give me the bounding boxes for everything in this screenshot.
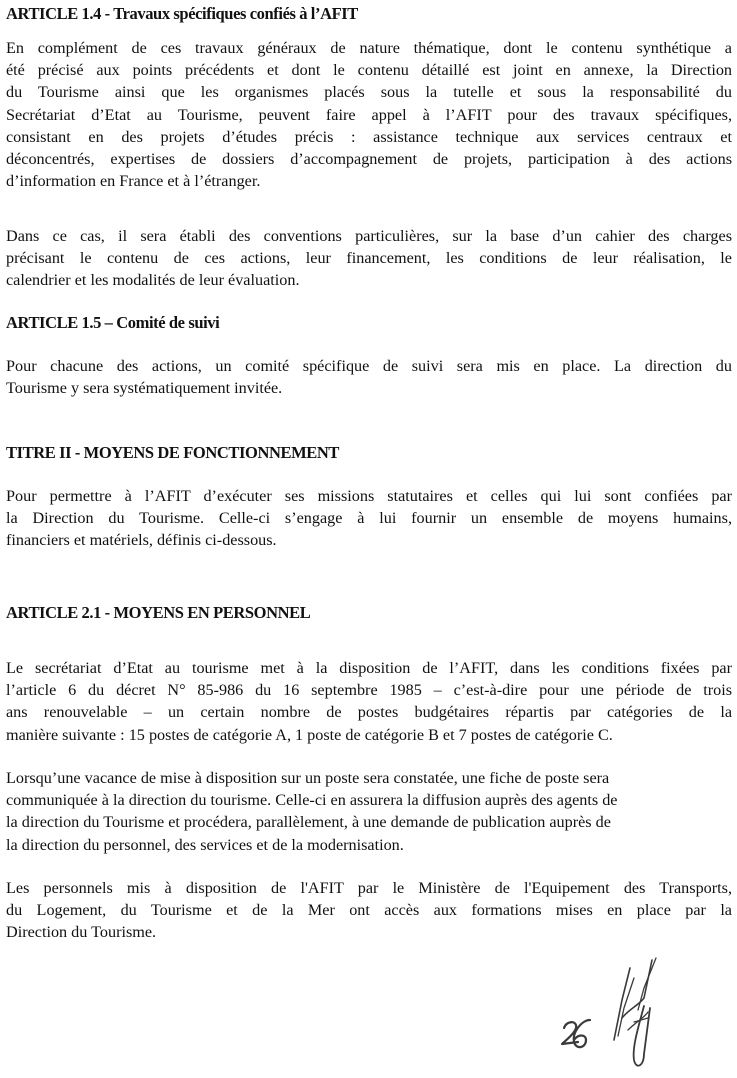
text-line: Tourisme y sera systématiquement invitée. xyxy=(6,379,283,398)
text-line: la direction du personnel, des services et de la modernisation. xyxy=(6,835,404,854)
text-line: Secrétariat d’Etat au Tourisme, peuvent faire appel à l’AFIT pour des travaux spécifiques, xyxy=(6,105,732,124)
text-line: la Direction du Tourisme. Celle-ci s’engage à lui fournir un ensemble de moyens humains, xyxy=(6,509,732,528)
article-2-1-paragraph-3 xyxy=(6,877,732,944)
text-line: financiers et matériels, définis ci-dessous. xyxy=(6,531,277,550)
titre-2-paragraph xyxy=(6,485,732,552)
article-2-1-heading: ARTICLE 2.1 - MOYENS EN PERSONNEL xyxy=(6,603,311,622)
article-1-4-paragraph-2 xyxy=(6,225,732,292)
article-1-4-paragraph-1 xyxy=(6,37,732,192)
text-line: du Tourisme ainsi que les organismes placés sous la tutelle et sous la responsabilité du xyxy=(6,83,732,102)
text-line: Lorsqu’une vacance de mise à disposition sur un poste sera constatée, une fiche de poste sera xyxy=(6,769,610,787)
handwritten-signature-icon xyxy=(552,948,692,1073)
text-line: déconcentrés, expertises de dossiers d’accompagnement de projets, participation à des actions xyxy=(6,149,732,168)
text-line: l’article 6 du décret N° 85-986 du 16 septembre 1985 – c’est-à-dire pour une période de trois xyxy=(6,681,732,700)
text-line: communiquée à la direction du tourisme. Celle-ci en assurera la diffusion auprès des agents de xyxy=(6,791,618,810)
text-line: En complément de ces travaux généraux de nature thématique, dont le contenu synthétique a xyxy=(6,39,732,57)
text-line: été précisé aux points précédents et dont le contenu détaillé est joint en annexe, la Direction xyxy=(6,61,732,80)
text-line: précisant le contenu de ces actions, leur financement, les conditions de leur réalisation, le xyxy=(6,249,732,268)
article-2-1-paragraph-2 xyxy=(6,767,696,856)
article-2-1-paragraph-1 xyxy=(6,657,732,746)
text-line: consistant en des projets d’études précis : assistance technique aux services centraux et xyxy=(6,127,732,146)
text-line: Pour chacune des actions, un comité spécifique de suivi sera mis en place. La direction du xyxy=(6,357,732,375)
text-line: Pour permettre à l’AFIT d’exécuter ses missions statutaires et celles qui lui sont confiées par xyxy=(6,487,732,505)
text-line: manière suivante : 15 postes de catégorie A, 1 poste de catégorie B et 7 postes de catégorie C. xyxy=(6,725,613,744)
text-line: calendrier et les modalités de leur évaluation. xyxy=(6,271,300,290)
article-1-5-heading: ARTICLE 1.5 – Comité de suivi xyxy=(6,313,220,332)
titre-2-heading: TITRE II - MOYENS DE FONCTIONNEMENT xyxy=(6,443,339,462)
text-line: du Logement, du Tourisme et de la Mer ont accès aux formations mises en place par la xyxy=(6,901,732,920)
text-line: la direction du Tourisme et procédera, parallèlement, à une demande de publication auprès de xyxy=(6,813,611,832)
text-line: Direction du Tourisme. xyxy=(6,923,157,942)
text-line: Les personnels mis à disposition de l'AFIT par le Ministère de l'Equipement des Transports, xyxy=(6,879,732,897)
article-1-5-paragraph xyxy=(6,355,732,399)
text-line: d’information en France et à l’étranger. xyxy=(6,172,261,191)
text-line: ans renouvelable – un certain nombre de postes budgétaires répartis par catégories de la xyxy=(6,703,732,722)
article-1-4-heading: ARTICLE 1.4 - Travaux spécifiques confiés à l’AFIT xyxy=(6,4,358,23)
text-line: Dans ce cas, il sera établi des conventions particulières, sur la base d’un cahier des charges xyxy=(6,227,732,245)
text-line: Le secrétariat d’Etat au tourisme met à la disposition de l’AFIT, dans les conditions fixées par xyxy=(6,659,732,677)
